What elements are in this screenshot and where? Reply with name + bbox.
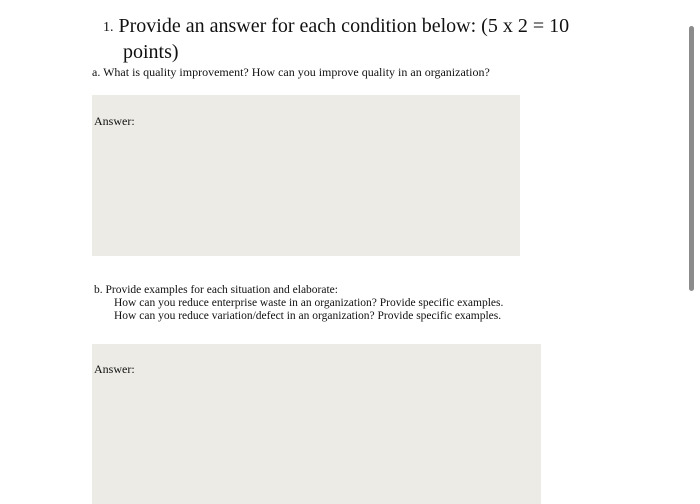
part-b-sub-question-1: How can you reduce enterprise waste in an organization? Provide specific examples. [114,297,504,309]
part-a-prompt: a. What is quality improvement? How can you improve quality in an organization? [92,65,490,79]
part-b-prompt: b. Provide examples for each situation and elaborate: [94,284,338,296]
question-number: 1. [103,20,114,35]
answer-box-b[interactable] [92,344,541,504]
vertical-scrollbar[interactable] [689,26,694,291]
question-title-line2: points) [123,41,179,63]
question-title [103,14,663,64]
answer-label-a: Answer: [94,114,135,128]
part-b-prompt-block [94,284,503,323]
question-title-line1: Provide an answer for each condition below: (5 x 2 = 10 [118,15,570,37]
answer-label-b: Answer: [94,362,135,376]
answer-box-a[interactable] [92,95,520,256]
part-b-sub-question-2: How can you reduce variation/defect in an organization? Provide specific examples. [114,310,502,322]
